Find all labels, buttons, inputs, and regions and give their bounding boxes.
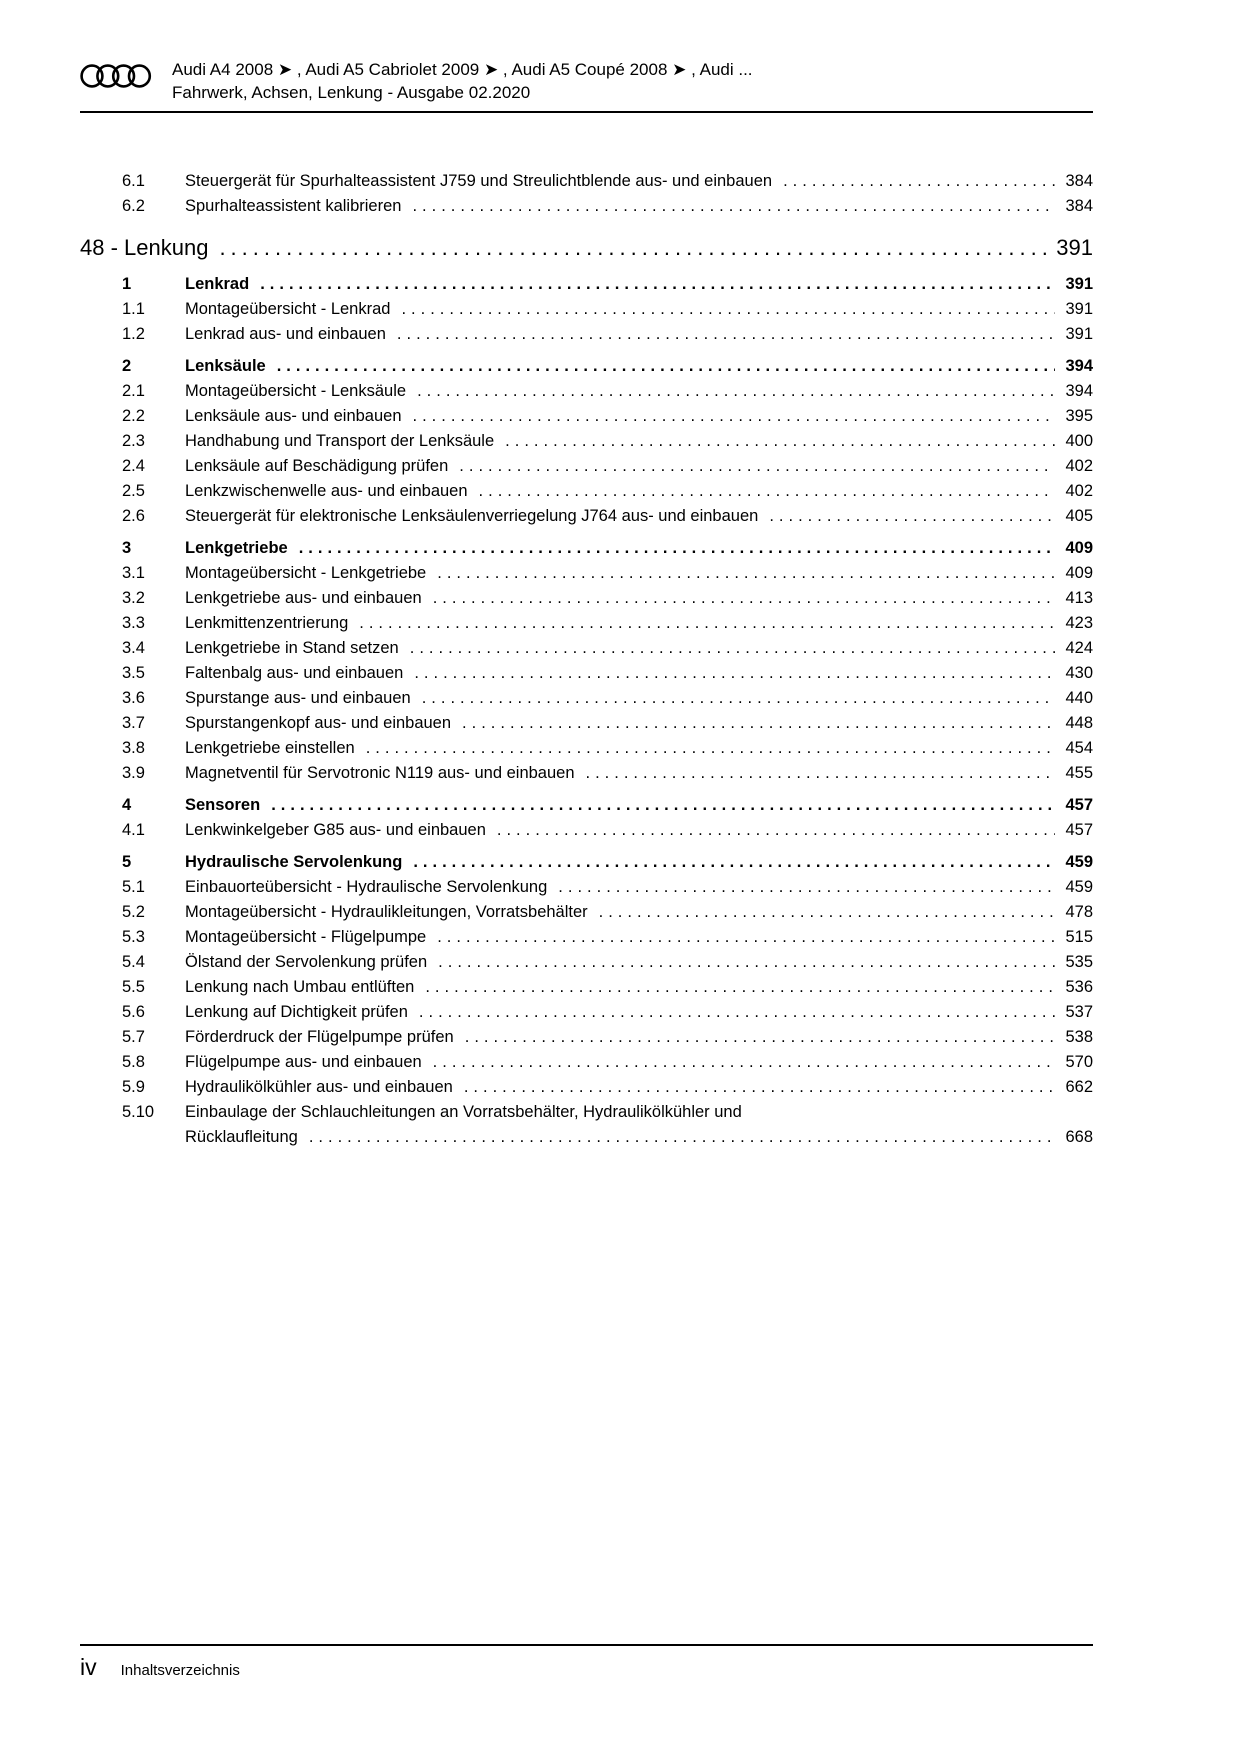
entry-number: 3.5 <box>122 664 145 682</box>
entry-page-number: 457 <box>1065 821 1093 839</box>
entry-page-number: 405 <box>1065 507 1093 525</box>
entry-number: 5.1 <box>122 878 145 896</box>
entry-number: 2.2 <box>122 407 145 425</box>
entry-page-number: 448 <box>1065 714 1093 732</box>
entry-number: 3.2 <box>122 589 145 607</box>
dot-leader <box>586 761 1056 786</box>
header-subtitle-line: Fahrwerk, Achsen, Lenkung - Ausgabe 02.2020 <box>172 83 531 102</box>
dot-leader <box>769 504 1055 529</box>
entry-title: Lenkmittenzentrierung <box>185 614 349 632</box>
entry-number: 6.2 <box>122 197 145 215</box>
entry-number: 5.9 <box>122 1078 145 1096</box>
entry-number: 2.5 <box>122 482 145 500</box>
toc-entry <box>80 1100 1093 1150</box>
page-content <box>80 0 1093 1150</box>
toc-entry <box>80 429 1093 454</box>
dot-leader <box>479 479 1056 504</box>
entry-number: 2.6 <box>122 507 145 525</box>
dot-leader <box>410 636 1056 661</box>
dot-leader <box>414 661 1055 686</box>
header-text <box>172 58 753 104</box>
entry-page-number: 668 <box>1065 1128 1093 1146</box>
toc-entry <box>80 479 1093 504</box>
entry-continuation-line <box>185 1125 1093 1150</box>
toc-entry <box>80 586 1093 611</box>
toc-entry <box>80 850 1093 875</box>
entry-page-number: 400 <box>1065 432 1093 450</box>
dot-leader <box>413 404 1056 429</box>
entry-page-number: 423 <box>1065 614 1093 632</box>
entry-page-number: 478 <box>1065 903 1093 921</box>
toc-entry <box>80 975 1093 1000</box>
toc-entry <box>80 686 1093 711</box>
entry-number: 3.3 <box>122 614 145 632</box>
toc-entry <box>80 818 1093 843</box>
dot-leader <box>433 586 1056 611</box>
dot-leader <box>462 711 1055 736</box>
entry-page-number: 395 <box>1065 407 1093 425</box>
table-of-contents <box>80 169 1093 1150</box>
entry-title: Montageübersicht - Lenkrad <box>185 300 391 318</box>
entry-title: Steuergerät für Spurhalteassistent J759 und Streulichtblende aus- und einbauen <box>185 172 773 190</box>
entry-title: Lenkgetriebe aus- und einbauen <box>185 589 422 607</box>
toc-entry <box>80 711 1093 736</box>
entry-title: Lenksäule aus- und einbauen <box>185 407 402 425</box>
entry-title: Ölstand der Servolenkung prüfen <box>185 953 428 971</box>
entry-title: Spurstange aus- und einbauen <box>185 689 411 707</box>
entry-number: 1.2 <box>122 325 145 343</box>
entry-title: Hydraulische Servolenkung <box>185 853 403 871</box>
entry-page-number: 424 <box>1065 639 1093 657</box>
toc-entry <box>80 761 1093 786</box>
entry-page-number: 430 <box>1065 664 1093 682</box>
entry-title: Magnetventil für Servotronic N119 aus- und einbauen <box>185 764 575 782</box>
toc-entry <box>80 272 1093 297</box>
entry-number: 3.8 <box>122 739 145 757</box>
toc-entry <box>80 354 1093 379</box>
entry-page-number: 402 <box>1065 482 1093 500</box>
entry-page-number: 570 <box>1065 1053 1093 1071</box>
entry-title: Spurhalteassistent kalibrieren <box>185 197 402 215</box>
toc-entry <box>80 1050 1093 1075</box>
entry-page-number: 537 <box>1065 1003 1093 1021</box>
entry-title: Flügelpumpe aus- und einbauen <box>185 1053 422 1071</box>
entry-title: Lenkung auf Dichtigkeit prüfen <box>185 1003 408 1021</box>
dot-leader <box>437 925 1055 950</box>
entry-page-number: 409 <box>1065 564 1093 582</box>
entry-number: 5.2 <box>122 903 145 921</box>
entry-number: 3.7 <box>122 714 145 732</box>
entry-number: 5 <box>122 853 132 871</box>
entry-number: 3.4 <box>122 639 145 657</box>
toc-entry <box>80 194 1093 219</box>
entry-title: 48 - Lenkung <box>80 235 209 260</box>
toc-entry <box>80 875 1093 900</box>
toc-entry <box>80 169 1093 194</box>
dot-leader <box>260 272 1055 297</box>
toc-chapter-entry <box>80 231 1093 265</box>
entry-page-number: 391 <box>1065 275 1093 293</box>
toc-entry <box>80 322 1093 347</box>
entry-title: Montageübersicht - Flügelpumpe <box>185 928 427 946</box>
entry-title: Sensoren <box>185 796 261 814</box>
toc-entry <box>80 504 1093 529</box>
entry-page-number: 515 <box>1065 928 1093 946</box>
page-footer <box>80 1644 1093 1679</box>
entry-number: 5.8 <box>122 1053 145 1071</box>
entry-title: Lenkgetriebe in Stand setzen <box>185 639 399 657</box>
toc-entry <box>80 793 1093 818</box>
entry-number: 5.7 <box>122 1028 145 1046</box>
toc-entry <box>80 736 1093 761</box>
entry-number: 3.1 <box>122 564 145 582</box>
dot-leader <box>465 1025 1056 1050</box>
dot-leader <box>413 850 1055 875</box>
dot-leader <box>505 429 1055 454</box>
dot-leader <box>401 297 1055 322</box>
dot-leader <box>412 194 1055 219</box>
dot-leader <box>277 354 1056 379</box>
dot-leader <box>438 950 1055 975</box>
entry-title: Lenkrad aus- und einbauen <box>185 325 386 343</box>
entry-number: 1 <box>122 275 132 293</box>
dot-leader <box>459 454 1055 479</box>
entry-title-continued: Rücklaufleitung <box>185 1128 298 1146</box>
toc-entry <box>80 454 1093 479</box>
entry-page-number: 394 <box>1065 382 1093 400</box>
dot-leader <box>558 875 1055 900</box>
entry-number: 2.4 <box>122 457 145 475</box>
entry-page-number: 538 <box>1065 1028 1093 1046</box>
audi-rings-icon <box>80 62 152 90</box>
dot-leader <box>433 1050 1056 1075</box>
page-header <box>80 0 1093 104</box>
entry-title: Lenkwinkelgeber G85 aus- und einbauen <box>185 821 486 839</box>
dot-leader <box>271 793 1055 818</box>
entry-page-number: 457 <box>1065 796 1093 814</box>
footer-rule <box>80 1644 1093 1646</box>
entry-title: Hydraulikölkühler aus- und einbauen <box>185 1078 453 1096</box>
toc-entry <box>80 611 1093 636</box>
entry-title: Spurstangenkopf aus- und einbauen <box>185 714 452 732</box>
toc-entry <box>80 950 1093 975</box>
entry-page-number: 391 <box>1065 325 1093 343</box>
entry-number: 4.1 <box>122 821 145 839</box>
footer-row <box>80 1655 1093 1679</box>
toc-entry <box>80 536 1093 561</box>
entry-page-number: 402 <box>1065 457 1093 475</box>
entry-title: Lenkzwischenwelle aus- und einbauen <box>185 482 468 500</box>
dot-leader <box>359 611 1055 636</box>
entry-title: Lenkung nach Umbau entlüften <box>185 978 415 996</box>
entry-page-number: 391 <box>1056 235 1093 260</box>
entry-page-number: 409 <box>1065 539 1093 557</box>
dot-leader <box>464 1075 1056 1100</box>
entry-number: 3 <box>122 539 132 557</box>
entry-number: 2.3 <box>122 432 145 450</box>
entry-number: 4 <box>122 796 132 814</box>
entry-number: 2 <box>122 357 132 375</box>
entry-page-number: 413 <box>1065 589 1093 607</box>
dot-leader <box>599 900 1056 925</box>
entry-number: 5.10 <box>122 1103 155 1121</box>
entry-page-number: 391 <box>1065 300 1093 318</box>
dot-leader <box>299 536 1056 561</box>
dot-leader <box>419 1000 1056 1025</box>
toc-entry <box>80 900 1093 925</box>
entry-title: Einbauorteübersicht - Hydraulische Servolenkung <box>185 878 548 896</box>
entry-page-number: 384 <box>1065 172 1093 190</box>
footer-section-label: Inhaltsverzeichnis <box>120 1662 240 1679</box>
dot-leader <box>397 322 1056 347</box>
entry-page-number: 384 <box>1065 197 1093 215</box>
entry-page-number: 536 <box>1065 978 1093 996</box>
entry-number: 6.1 <box>122 172 145 190</box>
entry-number: 5.4 <box>122 953 145 971</box>
entry-text-block <box>185 1100 1093 1150</box>
entry-title: Lenkgetriebe <box>185 539 288 557</box>
entry-title: Steuergerät für elektronische Lenksäulenverriegelung J764 aus- und einbauen <box>185 507 759 525</box>
entry-title: Montageübersicht - Lenkgetriebe <box>185 564 427 582</box>
dot-leader <box>417 379 1055 404</box>
toc-entry <box>80 661 1093 686</box>
dot-leader <box>437 561 1055 586</box>
entry-number: 2.1 <box>122 382 145 400</box>
toc-entry <box>80 404 1093 429</box>
entry-number: 1.1 <box>122 300 145 318</box>
entry-title: Lenkgetriebe einstellen <box>185 739 355 757</box>
toc-entry <box>80 636 1093 661</box>
entry-title: Einbaulage der Schlauchleitungen an Vorratsbehälter, Hydraulikölkühler und <box>185 1103 742 1121</box>
entry-number: 5.6 <box>122 1003 145 1021</box>
entry-title: Lenksäule auf Beschädigung prüfen <box>185 457 449 475</box>
dot-leader <box>309 1125 1056 1150</box>
toc-entry <box>80 297 1093 322</box>
toc-entry <box>80 1000 1093 1025</box>
dot-leader <box>783 169 1055 194</box>
entry-page-number: 535 <box>1065 953 1093 971</box>
dot-leader <box>422 686 1056 711</box>
entry-page-number: 440 <box>1065 689 1093 707</box>
dot-leader <box>497 818 1056 843</box>
entry-title: Förderdruck der Flügelpumpe prüfen <box>185 1028 454 1046</box>
entry-title: Montageübersicht - Lenksäule <box>185 382 407 400</box>
entry-page-number: 459 <box>1065 853 1093 871</box>
toc-entry <box>80 1075 1093 1100</box>
entry-number: 3.9 <box>122 764 145 782</box>
entry-title: Montageübersicht - Hydraulikleitungen, Vorratsbehälter <box>185 903 588 921</box>
folio-page-number: iv <box>80 1654 97 1680</box>
entry-page-number: 459 <box>1065 878 1093 896</box>
entry-page-number: 394 <box>1065 357 1093 375</box>
header-models-line: Audi A4 2008 ➤ , Audi A5 Cabriolet 2009 ➤ , Audi A5 Coupé 2008 ➤ , Audi ... <box>172 60 753 79</box>
header-rule <box>80 111 1093 113</box>
entry-number: 3.6 <box>122 689 145 707</box>
entry-title: Lenkrad <box>185 275 250 293</box>
toc-entry <box>80 1025 1093 1050</box>
toc-entry <box>80 561 1093 586</box>
entry-number: 5.3 <box>122 928 145 946</box>
toc-entry <box>80 379 1093 404</box>
entry-page-number: 455 <box>1065 764 1093 782</box>
entry-page-number: 454 <box>1065 739 1093 757</box>
entry-title: Handhabung und Transport der Lenksäule <box>185 432 495 450</box>
entry-page-number: 662 <box>1065 1078 1093 1096</box>
dot-leader <box>219 231 1046 265</box>
toc-entry <box>80 925 1093 950</box>
entry-number: 5.5 <box>122 978 145 996</box>
entry-title: Faltenbalg aus- und einbauen <box>185 664 404 682</box>
dot-leader <box>366 736 1056 761</box>
entry-title: Lenksäule <box>185 357 266 375</box>
dot-leader <box>425 975 1055 1000</box>
